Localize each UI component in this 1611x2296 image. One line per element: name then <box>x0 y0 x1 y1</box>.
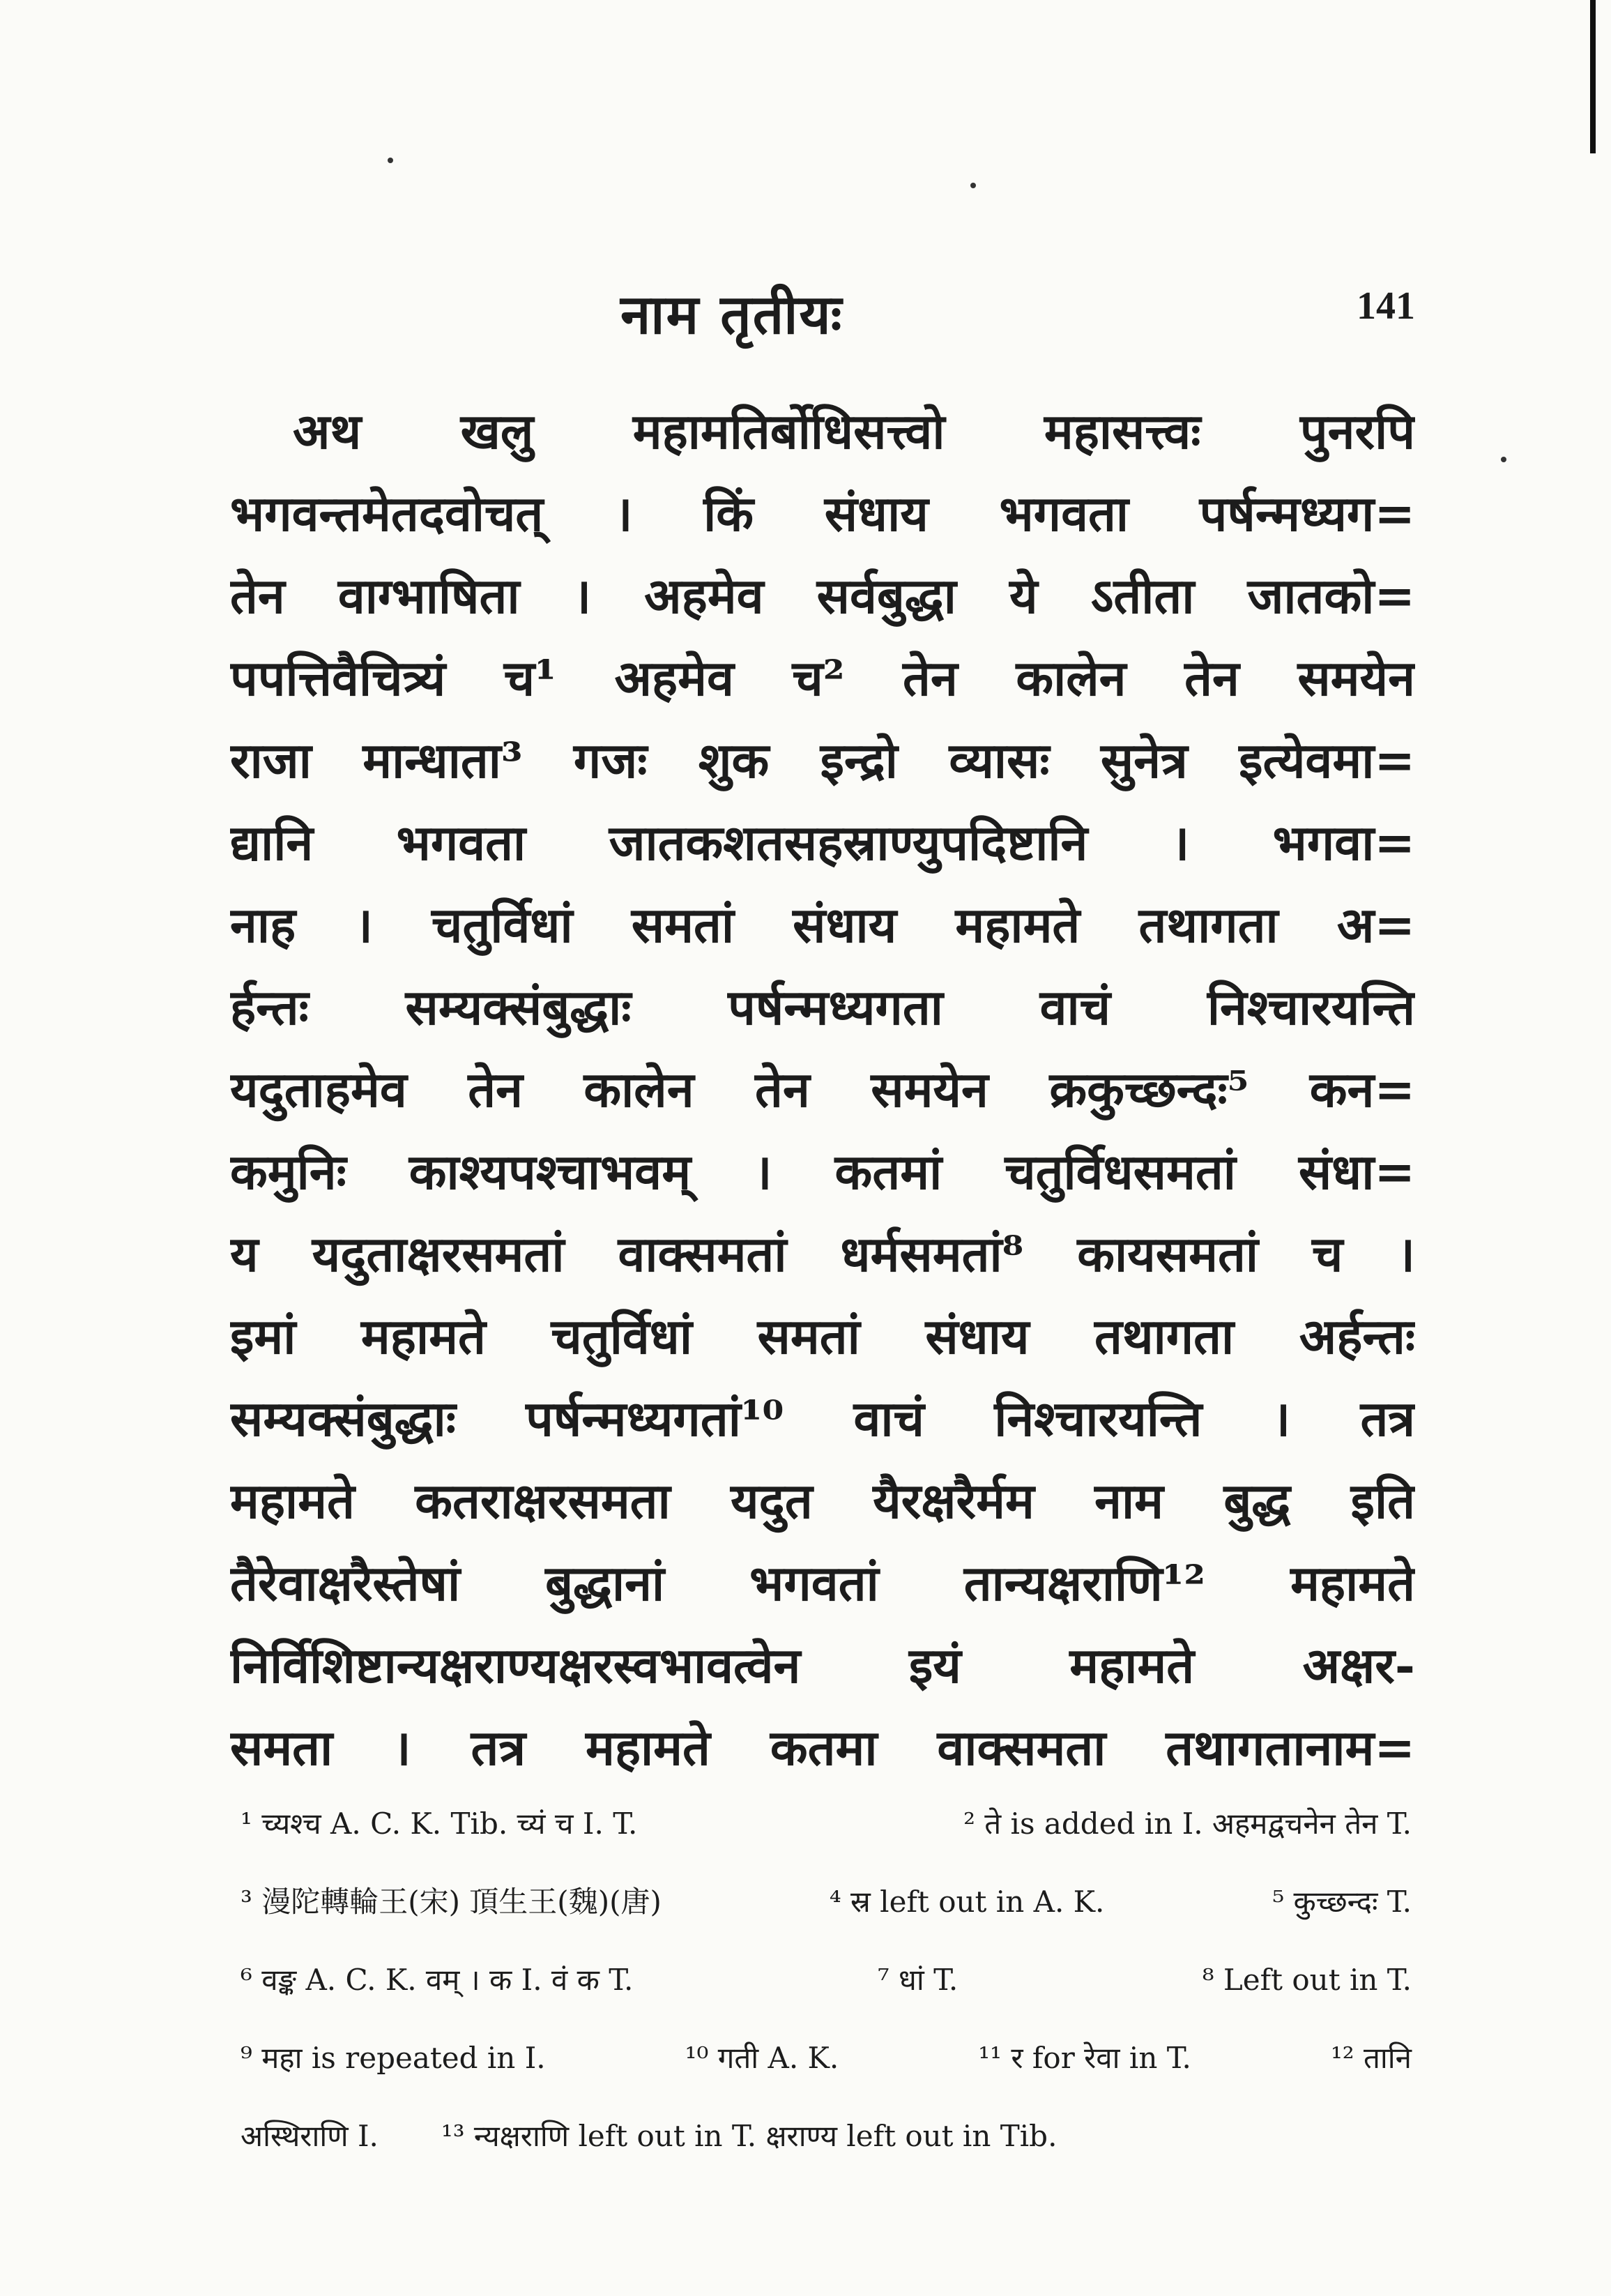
text-line: राजा मान्धाता³ गजः शुक इन्द्रो व्यासः सुनेत्र इत्येवमा= <box>230 731 1415 789</box>
footnote: ⁷ धां T. <box>877 1963 959 1997</box>
text-line: यदुताहमेव तेन कालेन तेन समयेन क्रकुच्छन्दः⁵ कन= <box>230 1060 1415 1118</box>
footnote: ¹¹ र for रेवा in T. <box>978 2041 1191 2075</box>
text-line: इमां महामते चतुर्विधां समतां संधाय तथागता अर्हन्तः <box>230 1307 1415 1365</box>
text-line: अथ खलु महामतिर्बोधिसत्त्वो महासत्त्वः पुनरपि <box>293 402 1415 460</box>
text-line: तैरेवाक्षरैस्तेषां बुद्धानां भगवतां तान्यक्षराणि¹² महामते <box>230 1554 1415 1612</box>
scan-speck <box>388 158 393 163</box>
text-line: तेन वाग्भाषिता । अहमेव सर्वबुद्धा ये ऽतीता जातको= <box>230 567 1415 625</box>
footnotes <box>240 1785 1412 2175</box>
footnote: ⁵ कुच्छन्दः T. <box>1272 1885 1412 1919</box>
footnote: ³ 漫陀轉輪王(宋) 頂生王(魏)(唐) <box>240 1885 662 1919</box>
footnote: अस्थिराणि I. <box>240 2119 379 2153</box>
margin-rule <box>1590 0 1596 153</box>
footnote-line <box>240 2019 1412 2097</box>
footnote: ⁹ महा is repeated in I. <box>240 2041 546 2075</box>
text-line: महामते कतराक्षरसमता यदुत यैरक्षरैर्मम नाम बुद्ध इति <box>230 1472 1415 1530</box>
footnote: ¹⁰ गती A. K. <box>685 2041 839 2075</box>
text-line: सम्यक्संबुद्धाः पर्षन्मध्यगतां¹⁰ वाचं निश्चारयन्ति । तत्र <box>230 1390 1415 1447</box>
page-number: 141 <box>1357 284 1415 328</box>
text-line: समता । तत्र महामते कतमा वाक्समता तथागतानाम= <box>230 1719 1415 1777</box>
text-line: पपत्तिवैचित्र्यं च¹ अहमेव च² तेन कालेन तेन समयेन <box>230 649 1415 707</box>
text-line: य यदुताक्षरसमतां वाक्समतां धर्मसमतां⁸ कायसमतां च । <box>230 1225 1415 1283</box>
footnote: ⁶ वङ्क A. C. K. वम् । क I. वं क T. <box>240 1963 634 1997</box>
text-line: नाह । चतुर्विधां समतां संधाय महामते तथागता अ= <box>230 896 1415 954</box>
footnote: ¹³ न्यक्षराणि left out in T. क्षराण्य left out in Tib. <box>441 2119 1058 2153</box>
text-line: कमुनिः काश्यपश्चाभवम् । कतमां चतुर्विधसमतां संधा= <box>230 1143 1415 1201</box>
footnote-line <box>240 1863 1412 1941</box>
footnote-line <box>240 1941 1412 2019</box>
text-line: भगवन्तमेतदवोचत् । किं संधाय भगवता पर्षन्मध्यग= <box>230 485 1415 542</box>
scan-speck <box>970 183 976 188</box>
text-line: र्हन्तः सम्यक्संबुद्धाः पर्षन्मध्यगता वाचं निश्चारयन्ति <box>230 978 1415 1036</box>
footnote: ¹² तानि <box>1330 2041 1412 2075</box>
footnote: ² ते is added in I. अहमद्वचनेन तेन T. <box>963 1807 1412 1841</box>
footnote-line <box>240 1785 1412 1863</box>
footnote: ⁴ स्र left out in A. K. <box>829 1885 1105 1919</box>
main-text <box>230 390 1415 1789</box>
scan-speck <box>1501 457 1506 462</box>
running-title: नाम तृतीयः <box>620 283 843 347</box>
footnote: ¹ च्यश्च A. C. K. Tib. च्यं च I. T. <box>240 1807 638 1841</box>
footnote: ⁸ Left out in T. <box>1202 1963 1412 1997</box>
text-line: द्यानि भगवता जातकशतसहस्राण्युपदिष्टानि । भगवा= <box>230 814 1415 872</box>
text-line: निर्विशिष्टान्यक्षराण्यक्षरस्वभावत्वेन इयं महामते अक्षर- <box>230 1636 1415 1694</box>
footnote-line <box>240 2097 1412 2175</box>
page-header <box>230 275 1415 352</box>
